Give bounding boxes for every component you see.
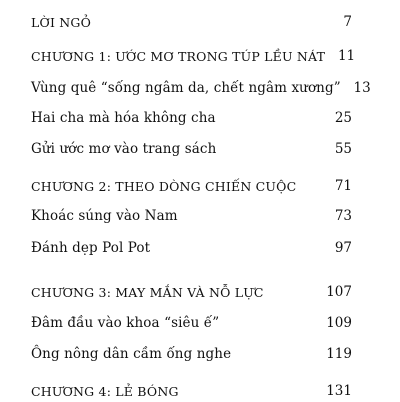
toc-section-page: 109 xyxy=(326,315,352,331)
toc-entry-page: 7 xyxy=(343,14,352,30)
toc-entry-loi-ngo xyxy=(31,11,352,33)
toc-chapter-title: CHƯƠNG 1: ƯỚC MƠ TRONG TÚP LỀU NÁT xyxy=(31,48,326,64)
toc-section xyxy=(31,107,352,129)
toc-section-title: Đâm đầu vào khoa “siêu ế” xyxy=(31,315,220,331)
toc-chapter-page: 11 xyxy=(337,48,356,64)
toc-section xyxy=(31,343,352,365)
toc-entry-title: LỜI NGỎ xyxy=(31,14,92,30)
toc-section-title: Hai cha mà hóa không cha xyxy=(31,110,216,126)
toc-section xyxy=(31,237,352,259)
toc-section-title: Ông nông dân cầm ống nghe xyxy=(31,346,232,362)
toc-chapter-3 xyxy=(31,281,352,303)
toc-section xyxy=(31,205,352,227)
toc-section-title: Khoác súng vào Nam xyxy=(31,208,178,224)
toc-section-title: Đánh dẹp Pol Pot xyxy=(31,240,151,256)
toc-chapter-page: 71 xyxy=(334,178,352,194)
toc-section-title: Vùng quê “sống ngâm da, chết ngâm xương” xyxy=(31,80,341,96)
toc-chapter-page: 107 xyxy=(326,284,352,300)
toc-section xyxy=(31,138,352,160)
toc-section-title: Gửi ước mơ vào trang sách xyxy=(31,141,217,157)
toc-chapter-title: CHƯƠNG 2: THEO DÒNG CHIẾN CUỘC xyxy=(31,178,297,194)
toc-section xyxy=(31,312,352,334)
toc-section-page: 55 xyxy=(334,141,352,157)
toc-chapter-4 xyxy=(31,380,352,402)
toc-section-page: 119 xyxy=(326,346,352,362)
toc-chapter-1 xyxy=(31,45,356,67)
toc-chapter-2 xyxy=(31,175,352,197)
toc-chapter-title: CHƯƠNG 3: MAY MẮN VÀ NỖ LỰC xyxy=(31,284,264,300)
toc-section xyxy=(31,77,371,99)
toc-section-page: 97 xyxy=(334,240,352,256)
toc-section-page: 25 xyxy=(334,110,352,126)
toc-section-page: 73 xyxy=(334,208,352,224)
toc-chapter-title: CHƯƠNG 4: LẺ BÓNG xyxy=(31,383,179,399)
toc-section-page: 13 xyxy=(353,80,371,96)
toc-chapter-page: 131 xyxy=(326,383,352,399)
